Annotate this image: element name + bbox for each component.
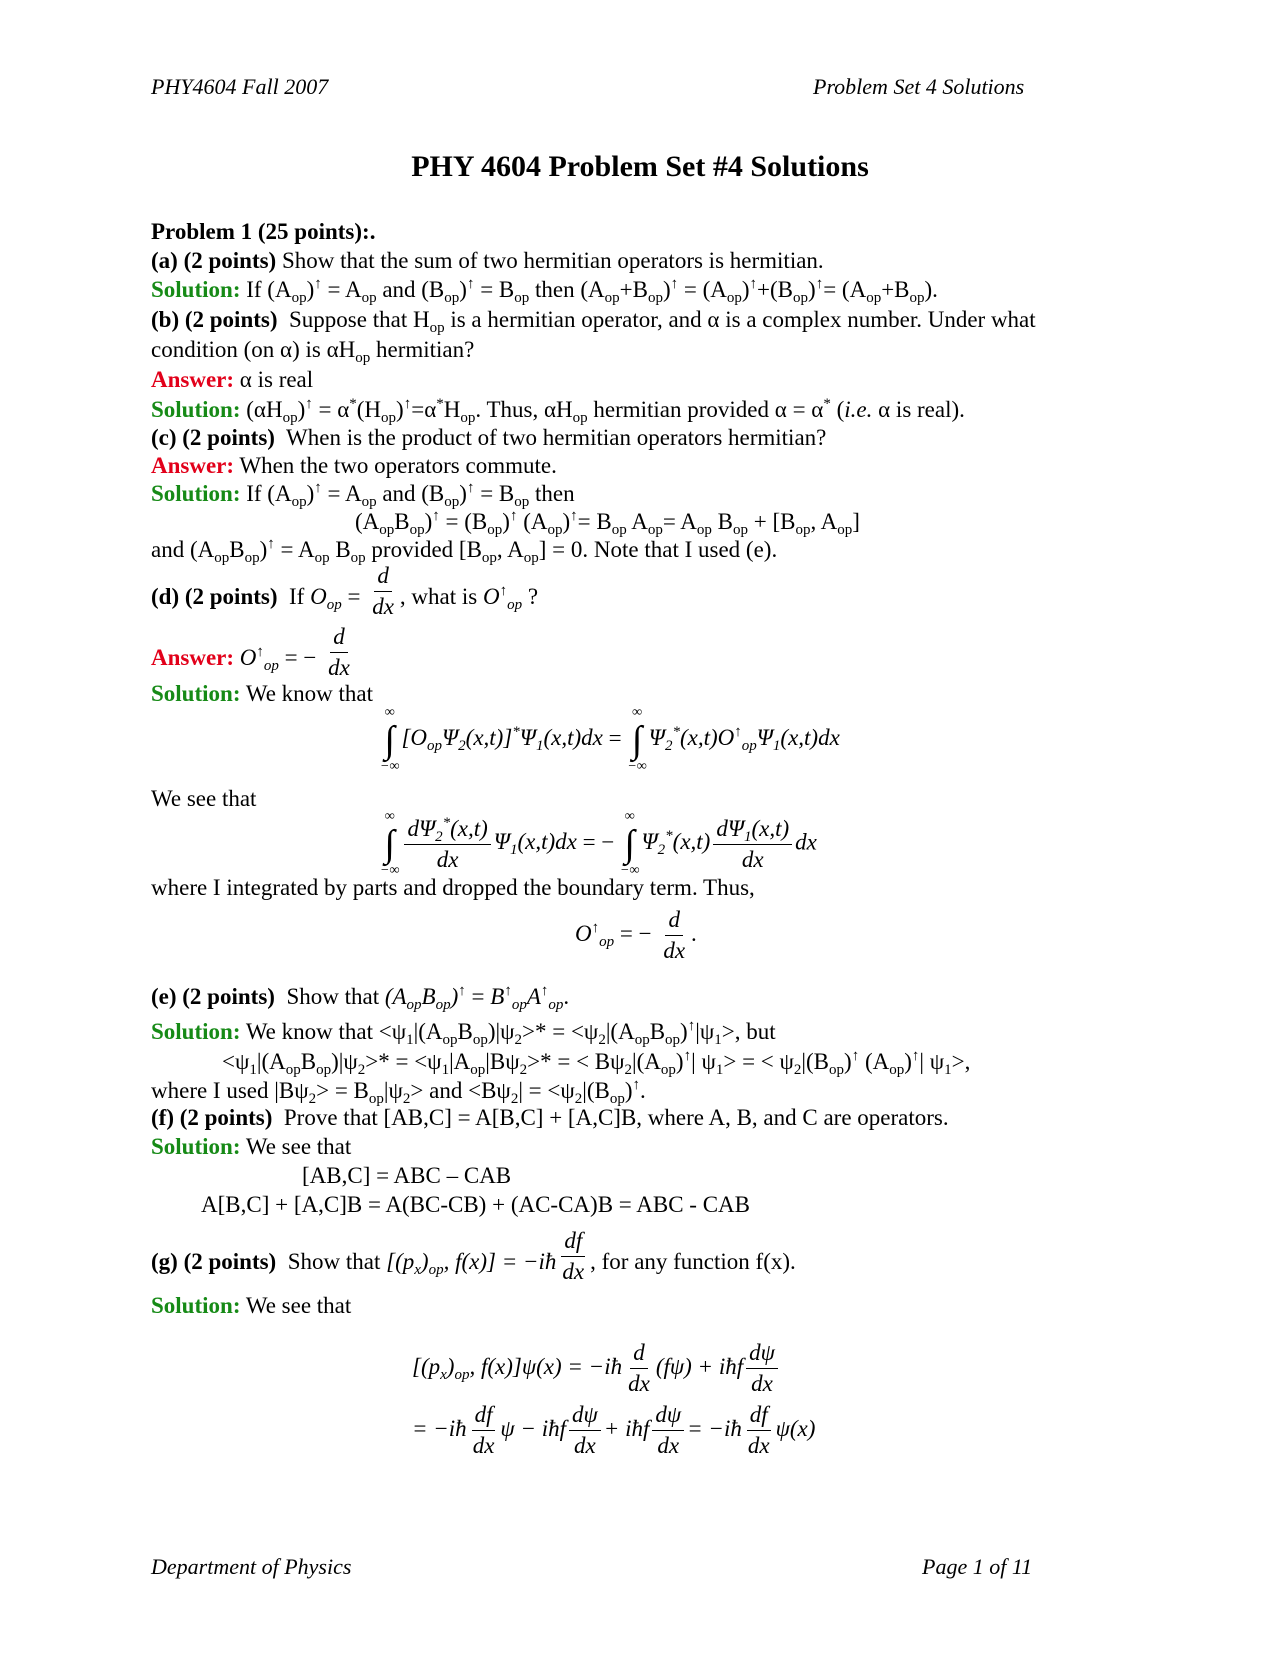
part-g-equation-1: [$(p_x)_{op}$, f(x)]ψ(x) = −iħ $\frac{d}{dx}$ (fψ) + iħf $\frac{d\psi}{dx}$ <box>412 1338 781 1399</box>
part-f-solution: Solution: We see that <box>151 1134 352 1159</box>
part-f-equation-2: A[B,C] + [A,C]B = A(BC-CB) + (AC-CA)B = ABC - CAB <box>201 1192 750 1217</box>
part-b-solution: Solution: $(\alpha H_{op})^↑ = \alpha^*(H_{op})^↑=\alpha^*H_{op}$. Thus, $\alpha H_{op}$ hermitian provided α = α* (i.e. α is real). <box>151 396 965 426</box>
part-d-answer: Answer: $O^↑_{op}$ = − $\frac{d}{dx}$ <box>151 624 350 680</box>
part-a-solution: Solution: If $(A_{op})^↑ = A_{op}$ and $(B_{op})^↑ = B_{op}$ then $(A_{op}+B_{op})^↑ = (A_{op})^↑+(B_{op})^↑= (A_{op}+B_{op})$. <box>151 276 938 306</box>
page-title: PHY 4604 Problem Set #4 Solutions <box>411 150 869 183</box>
part-b-question: (b) (2 points) Suppose that $H_{op}$ is a hermitian operator, and α is a complex number. Under what <box>151 307 1036 336</box>
part-g-equation-2: = −iħ $\frac{df}{dx}$ ψ − iħf $\frac{d\psi}{dx}$ + iħf $\frac{d\psi}{dx}$ = −iħ $\frac{df}{dx}$ ψ(x) <box>412 1402 816 1458</box>
part-b-answer: Answer: α is real <box>151 367 314 392</box>
part-d-equation-2: ∞ ∫ −∞ $\frac{d\Psi_2^*(x,t)}{dx}$ $\Psi_1(x,t)dx$ = − ∞ ∫ −∞ $\Psi_2^*(x,t)$ $\frac{d\Psi_1(x,t)}{dx}$ dx <box>380 809 817 878</box>
part-e-note: where I used $|B\psi_2> = B_{op}|\psi_2>$ and $<B\psi_2| = <\psi_2|(B_{op})^↑$. <box>151 1077 646 1107</box>
part-c-equation: $(A_{op}B_{op})^↑ = (B_{op})^↑$ $(A_{op})^↑= B_{op}$ $A_{op}= A_{op}$ $B_{op} + [B_{op}$, $A_{op}$] <box>355 508 860 538</box>
problem-heading: Problem 1 (25 points):. <box>151 219 376 244</box>
page-header-left: PHY4604 Fall 2007 <box>151 74 329 99</box>
part-d-equation-1: ∞ ∫ −∞ $[O_{op}\Psi_2(x,t)]^*\Psi_1(x,t)dx$ = ∞ ∫ −∞ $\Psi_2^*(x,t)O^↑_{op}\Psi_1(x,t)dx$ <box>380 705 840 774</box>
part-c-question: (c) (2 points) When is the product of two hermitian operators hermitian? <box>151 425 827 450</box>
part-e-solution: Solution: We know that $<\psi_1|(A_{op}B_{op})|\psi_2>* = <\psi_2|(A_{op}B_{op})^↑|\psi_1>$, but <box>151 1018 776 1048</box>
part-g-solution: Solution: We see that <box>151 1293 352 1318</box>
part-d-see-that: We see that <box>151 786 257 811</box>
part-e-equation: $<\psi_1|(A_{op}B_{op})|\psi_2>* = <\psi_1|A_{op}|B\psi_2>*$ = < $B\psi_2|(A_{op})^↑|$ $\psi_1>$ = < $\psi_2|(B_{op})^↑$ $(A_{op})^↑|$ $\psi_1>$, <box>222 1048 971 1078</box>
page-footer-left: Department of Physics <box>151 1554 352 1579</box>
part-d-parts-text: where I integrated by parts and dropped the boundary term. Thus, <box>151 875 755 900</box>
part-b-question-cont: condition (on α) is $\alpha H_{op}$ hermitian? <box>151 337 475 366</box>
part-e-question: (e) (2 points) Show that $(A_{op}B_{op})^↑ = B^↑_{op}A^↑_{op}$. <box>151 983 570 1013</box>
part-d-result: $O^↑_{op}$ = − $\frac{d}{dx}$ . <box>575 907 697 963</box>
part-a-question: (a) (2 points) Show that the sum of two hermitian operators is hermitian. <box>151 248 824 273</box>
part-f-equation-1: [AB,C] = ABC – CAB <box>302 1163 512 1188</box>
part-f-question: (f) (2 points) Prove that [AB,C] = A[B,C] + [A,C]B, where A, B, and C are operators. <box>151 1105 949 1130</box>
part-c-answer: Answer: When the two operators commute. <box>151 453 557 478</box>
page-header-right: Problem Set 4 Solutions <box>813 74 1025 99</box>
part-d-question: (d) (2 points) If $O_{op}$ = $\frac{d}{dx}$ , what is $O^↑_{op}$ ? <box>151 563 539 619</box>
part-d-solution: Solution: We know that <box>151 681 374 706</box>
part-c-solution: Solution: If $(A_{op})^↑ = A_{op}$ and $(B_{op})^↑ = B_{op}$ then <box>151 480 575 510</box>
page-footer-right: Page 1 of 11 <box>922 1554 1033 1579</box>
part-c-conclusion: and $(A_{op}B_{op})^↑ = A_{op}$ $B_{op}$ provided [$B_{op}$, $A_{op}] = 0$. Note that I used (e). <box>151 536 778 566</box>
part-g-question: (g) (2 points) Show that [$(p_x)_{op}$, f(x)] = −iħ $\frac{df}{dx}$ , for any function f(x). <box>151 1228 796 1284</box>
